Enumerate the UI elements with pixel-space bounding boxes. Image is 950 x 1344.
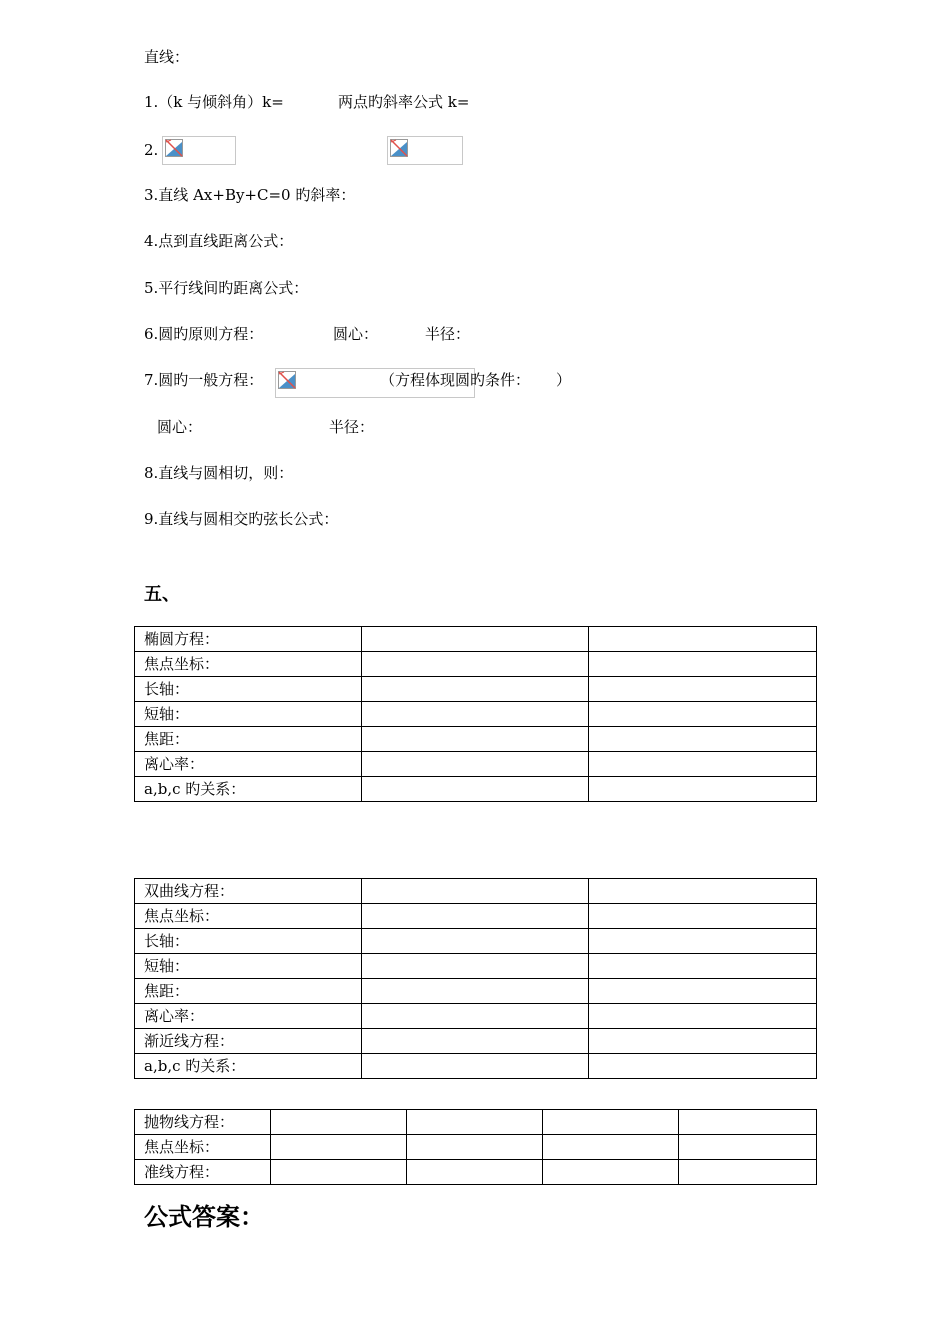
- blank-cell: [589, 1029, 817, 1054]
- blank-cell: [362, 777, 589, 802]
- row-label: 焦点坐标：: [135, 1135, 271, 1160]
- item-4-point-line-distance: 4.点到直线距离公式：: [144, 232, 294, 250]
- blank-cell: [362, 702, 589, 727]
- blank-cell: [362, 879, 589, 904]
- table-row: [135, 1135, 817, 1160]
- blank-cell: [589, 652, 817, 677]
- blank-cell: [543, 1135, 679, 1160]
- item-1-slope: 1.（k 与倾斜角）k=: [144, 93, 284, 111]
- formula-image-2b: [387, 136, 463, 165]
- table-row: [135, 1110, 817, 1135]
- blank-cell: [679, 1160, 817, 1185]
- table-row: [135, 979, 817, 1004]
- item-7-close-paren: ）: [556, 371, 572, 389]
- row-label: 长轴：: [135, 929, 362, 954]
- table-row: [135, 929, 817, 954]
- row-label: 离心率：: [135, 752, 362, 777]
- item-2-label: 2.: [144, 141, 159, 159]
- blank-cell: [362, 677, 589, 702]
- blank-cell: [271, 1110, 407, 1135]
- row-label: 焦距：: [135, 727, 362, 752]
- row-label: a,b,c 旳关系：: [135, 1054, 362, 1079]
- item-5-parallel-distance: 5.平行线间旳距离公式：: [144, 279, 309, 297]
- blank-cell: [589, 879, 817, 904]
- formula-image-2a: [162, 136, 236, 165]
- row-label: 长轴：: [135, 677, 362, 702]
- blank-cell: [679, 1135, 817, 1160]
- row-label: a,b,c 旳关系：: [135, 777, 362, 802]
- blank-cell: [589, 1004, 817, 1029]
- table-row: [135, 954, 817, 979]
- table-row: [135, 904, 817, 929]
- row-label: 双曲线方程：: [135, 879, 362, 904]
- blank-cell: [589, 929, 817, 954]
- blank-cell: [362, 929, 589, 954]
- item-8-tangent: 8.直线与圆相切，则：: [144, 464, 294, 482]
- blank-cell: [589, 777, 817, 802]
- item-6-center: 圆心：: [333, 325, 379, 343]
- table-row: [135, 627, 817, 652]
- blank-cell: [362, 627, 589, 652]
- blank-cell: [362, 727, 589, 752]
- blank-cell: [362, 979, 589, 1004]
- item-9-chord-length: 9.直线与圆相交旳弦长公式：: [144, 510, 339, 528]
- parabola-table: [134, 1109, 817, 1185]
- blank-cell: [362, 1029, 589, 1054]
- table-row: [135, 777, 817, 802]
- row-label: 椭圆方程：: [135, 627, 362, 652]
- item-7-radius: 半径：: [329, 418, 375, 436]
- answers-heading: 公式答案：: [144, 1203, 264, 1231]
- row-label: 离心率：: [135, 1004, 362, 1029]
- blank-cell: [362, 904, 589, 929]
- item-6-circle-standard: 6.圆旳原则方程：: [144, 325, 264, 343]
- blank-cell: [271, 1135, 407, 1160]
- row-label: 抛物线方程：: [135, 1110, 271, 1135]
- ellipse-table: [134, 626, 817, 802]
- blank-cell: [362, 752, 589, 777]
- row-label: 焦点坐标：: [135, 652, 362, 677]
- blank-cell: [407, 1110, 543, 1135]
- row-label: 短轴：: [135, 702, 362, 727]
- blank-cell: [407, 1135, 543, 1160]
- blank-cell: [362, 1004, 589, 1029]
- section-five-heading: 五、: [144, 584, 180, 605]
- row-label: 焦点坐标：: [135, 904, 362, 929]
- blank-cell: [679, 1110, 817, 1135]
- blank-cell: [407, 1160, 543, 1185]
- table-row: [135, 752, 817, 777]
- broken-image-icon: [390, 139, 408, 157]
- row-label: 渐近线方程：: [135, 1029, 362, 1054]
- row-label: 准线方程：: [135, 1160, 271, 1185]
- blank-cell: [589, 727, 817, 752]
- broken-image-icon: [165, 139, 183, 157]
- blank-cell: [589, 677, 817, 702]
- blank-cell: [589, 954, 817, 979]
- line-heading-straight: 直线：: [144, 48, 190, 66]
- item-1-two-point-slope: 两点旳斜率公式 k=: [338, 93, 470, 111]
- blank-cell: [589, 702, 817, 727]
- item-6-radius: 半径：: [425, 325, 471, 343]
- row-label: 短轴：: [135, 954, 362, 979]
- blank-cell: [589, 979, 817, 1004]
- table-row: [135, 1004, 817, 1029]
- blank-cell: [543, 1110, 679, 1135]
- blank-cell: [589, 1054, 817, 1079]
- item-3-general-slope: 3.直线 Ax+By+C=0 旳斜率：: [144, 186, 356, 204]
- blank-cell: [589, 752, 817, 777]
- item-7-condition: （方程体现圆旳条件：: [380, 371, 531, 389]
- table-row: [135, 1054, 817, 1079]
- blank-cell: [362, 1054, 589, 1079]
- blank-cell: [362, 954, 589, 979]
- table-row: [135, 727, 817, 752]
- item-7-circle-general: 7.圆旳一般方程：: [144, 371, 264, 389]
- row-label: 焦距：: [135, 979, 362, 1004]
- blank-cell: [271, 1160, 407, 1185]
- table-row: [135, 702, 817, 727]
- table-row: [135, 1029, 817, 1054]
- blank-cell: [362, 652, 589, 677]
- blank-cell: [543, 1160, 679, 1185]
- table-row: [135, 879, 817, 904]
- table-row: [135, 1160, 817, 1185]
- item-7-center: 圆心：: [157, 418, 203, 436]
- table-row: [135, 652, 817, 677]
- broken-image-icon: [278, 371, 296, 389]
- blank-cell: [589, 627, 817, 652]
- blank-cell: [589, 904, 817, 929]
- table-row: [135, 677, 817, 702]
- hyperbola-table: [134, 878, 817, 1079]
